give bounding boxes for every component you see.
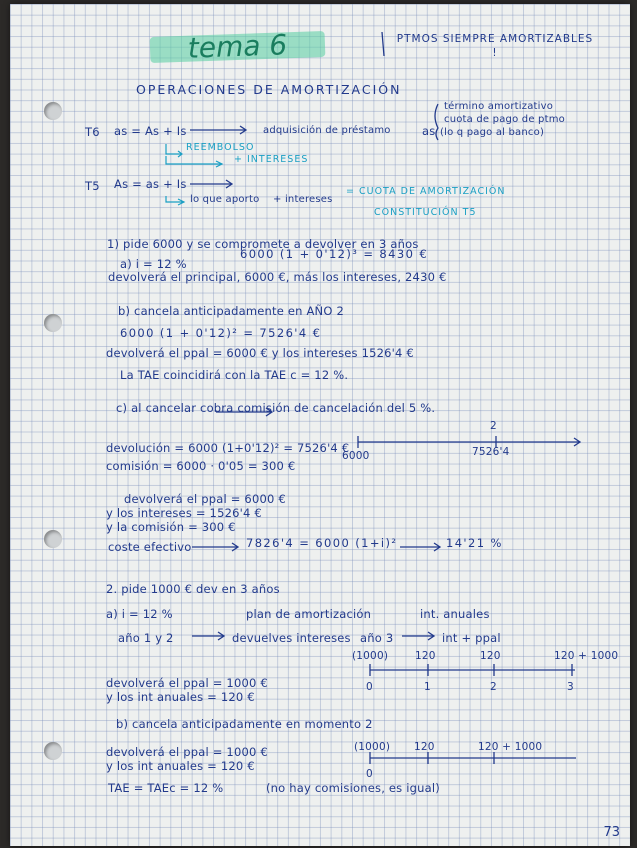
t5-desc-b: + intereses xyxy=(273,194,333,205)
ej2-a-line: año 1 y 2 xyxy=(118,631,174,645)
t6-note-line: (lo q pago al banco) xyxy=(440,127,545,138)
ej2-a-line-end: int + ppal xyxy=(442,631,501,645)
timeline2-bottom: 0 xyxy=(366,681,373,693)
ej1-b-tae: La TAE coincidirá con la TAE c = 12 %. xyxy=(120,368,349,382)
ej2-a-res2: y los int anuales = 120 € xyxy=(106,690,255,704)
t5-label: T5 xyxy=(85,179,100,193)
t6-intereses: + INTERESES xyxy=(234,154,309,165)
ej2-a-plan-note: int. anuales xyxy=(420,607,490,621)
ej1-intro: 1) pide 6000 y se compromete a devolver en 3 años xyxy=(107,237,419,251)
arrow-icon xyxy=(190,180,232,188)
arrow-icon xyxy=(166,196,184,205)
ej1-c-res2: y los intereses = 1526'4 € xyxy=(106,506,262,520)
timeline2-top: 120 xyxy=(415,650,436,662)
ej2-a-res1: devolverá el ppal = 1000 € xyxy=(106,676,268,690)
ej1-c-line2: comisión = 6000 · 0'05 = 300 € xyxy=(106,459,296,473)
ej1-c-label: c) al cancelar cobra comisión de cancelación del 5 %. xyxy=(116,401,436,415)
side-note: PTMOS SIEMPRE AMORTIZABLES ! xyxy=(396,33,594,59)
t6-note-prefix: as xyxy=(422,124,436,138)
ej1-c-coste-eq: 7826'4 = 6000 (1+i)² xyxy=(246,536,398,550)
ej1-a-formula: 6000 (1 + 0'12)³ = 8430 € xyxy=(240,247,429,261)
timeline-axis xyxy=(358,438,580,446)
t6-note-line: cuota de pago de ptmo xyxy=(444,114,565,125)
t5-constitucion: CONSTITUCIÓN T5 xyxy=(374,207,477,218)
timeline2-bottom: 2 xyxy=(490,681,497,693)
notebook-page xyxy=(10,4,630,846)
ej1-c-res3: y la comisión = 300 € xyxy=(106,520,236,534)
timeline2-top: (1000) xyxy=(352,650,389,662)
timeline2-top: 120 + 1000 xyxy=(554,650,619,662)
arrow-icon xyxy=(400,543,440,551)
t6-note-line: término amortizativo xyxy=(444,101,554,112)
ink-lines xyxy=(10,4,630,846)
page-number: 73 xyxy=(603,825,620,840)
timeline3-top: (1000) xyxy=(354,741,391,753)
ej2-a-line-desc: devuelves intereses xyxy=(232,631,351,645)
brace-icon xyxy=(435,104,438,140)
ej2-b-note: (no hay comisiones, es igual) xyxy=(266,781,440,795)
timeline3-top: 120 + 1000 xyxy=(478,741,543,753)
t6-desc: adquisición de préstamo xyxy=(263,125,391,136)
t6-reembolso: REEMBOLSO xyxy=(186,142,255,153)
t5-cuota: = CUOTA DE AMORTIZACIÓN xyxy=(346,186,506,197)
ej1-c-coste-result: 14'21 % xyxy=(446,536,503,550)
ej1-a-label: a) i = 12 % xyxy=(120,257,187,271)
t5-desc-a: lo que aporto xyxy=(190,194,260,205)
timeline2-bottom: 3 xyxy=(567,681,574,693)
ej1-c-line1: devolución = 6000 (1+0'12)² = 7526'4 € xyxy=(106,441,350,455)
ej2-b-res1: devolverá el ppal = 1000 € xyxy=(106,745,268,759)
ej2-a-line-year: año 3 xyxy=(360,631,394,645)
header-divider xyxy=(382,32,384,56)
t6-formula: as = As + Is xyxy=(114,124,187,138)
ej1-b-formula: 6000 (1 + 0'12)² = 7526'4 € xyxy=(120,326,322,340)
ej1-a-result: devolverá el principal, 6000 €, más los intereses, 2430 € xyxy=(108,270,447,284)
ej2-b-res2: y los int anuales = 120 € xyxy=(106,759,255,773)
ej2-b-tae: TAE = TAEc = 12 % xyxy=(108,781,224,795)
timeline3-top: 120 xyxy=(414,741,435,753)
page-title-highlight: tema 6 xyxy=(150,31,326,63)
arrow-icon xyxy=(190,126,246,134)
arrow-icon xyxy=(192,632,224,640)
timeline2-bottom: 1 xyxy=(424,681,431,693)
ej2-b-label: b) cancela anticipadamente en momento 2 xyxy=(116,717,373,731)
timeline1-mark-top: 2 xyxy=(490,420,497,432)
t6-label: T6 xyxy=(85,125,100,139)
ej1-b-label: b) cancela anticipadamente en AÑO 2 xyxy=(118,304,344,318)
timeline1-mark-bottom: 7526'4 xyxy=(472,446,510,458)
timeline3-bottom: 0 xyxy=(366,768,373,780)
arrow-icon xyxy=(402,632,434,640)
ej2-a-plan: plan de amortización xyxy=(246,607,372,621)
timeline2-top: 120 xyxy=(480,650,501,662)
ej1-c-coste-label: coste efectivo xyxy=(108,540,192,554)
section-heading: OPERACIONES DE AMORTIZACIÓN xyxy=(136,82,402,97)
timeline1-left: 6000 xyxy=(342,450,370,462)
ej2-a-label: a) i = 12 % xyxy=(106,607,173,621)
ej2-intro: 2. pide 1000 € dev en 3 años xyxy=(106,582,280,596)
arrow-icon xyxy=(192,543,238,551)
t5-formula: As = as + Is xyxy=(114,177,187,191)
ej1-c-res1: devolverá el ppal = 6000 € xyxy=(124,492,286,506)
ej1-b-result: devolverá el ppal = 6000 € y los intereses 1526'4 € xyxy=(106,346,414,360)
arrow-icon xyxy=(216,408,272,416)
